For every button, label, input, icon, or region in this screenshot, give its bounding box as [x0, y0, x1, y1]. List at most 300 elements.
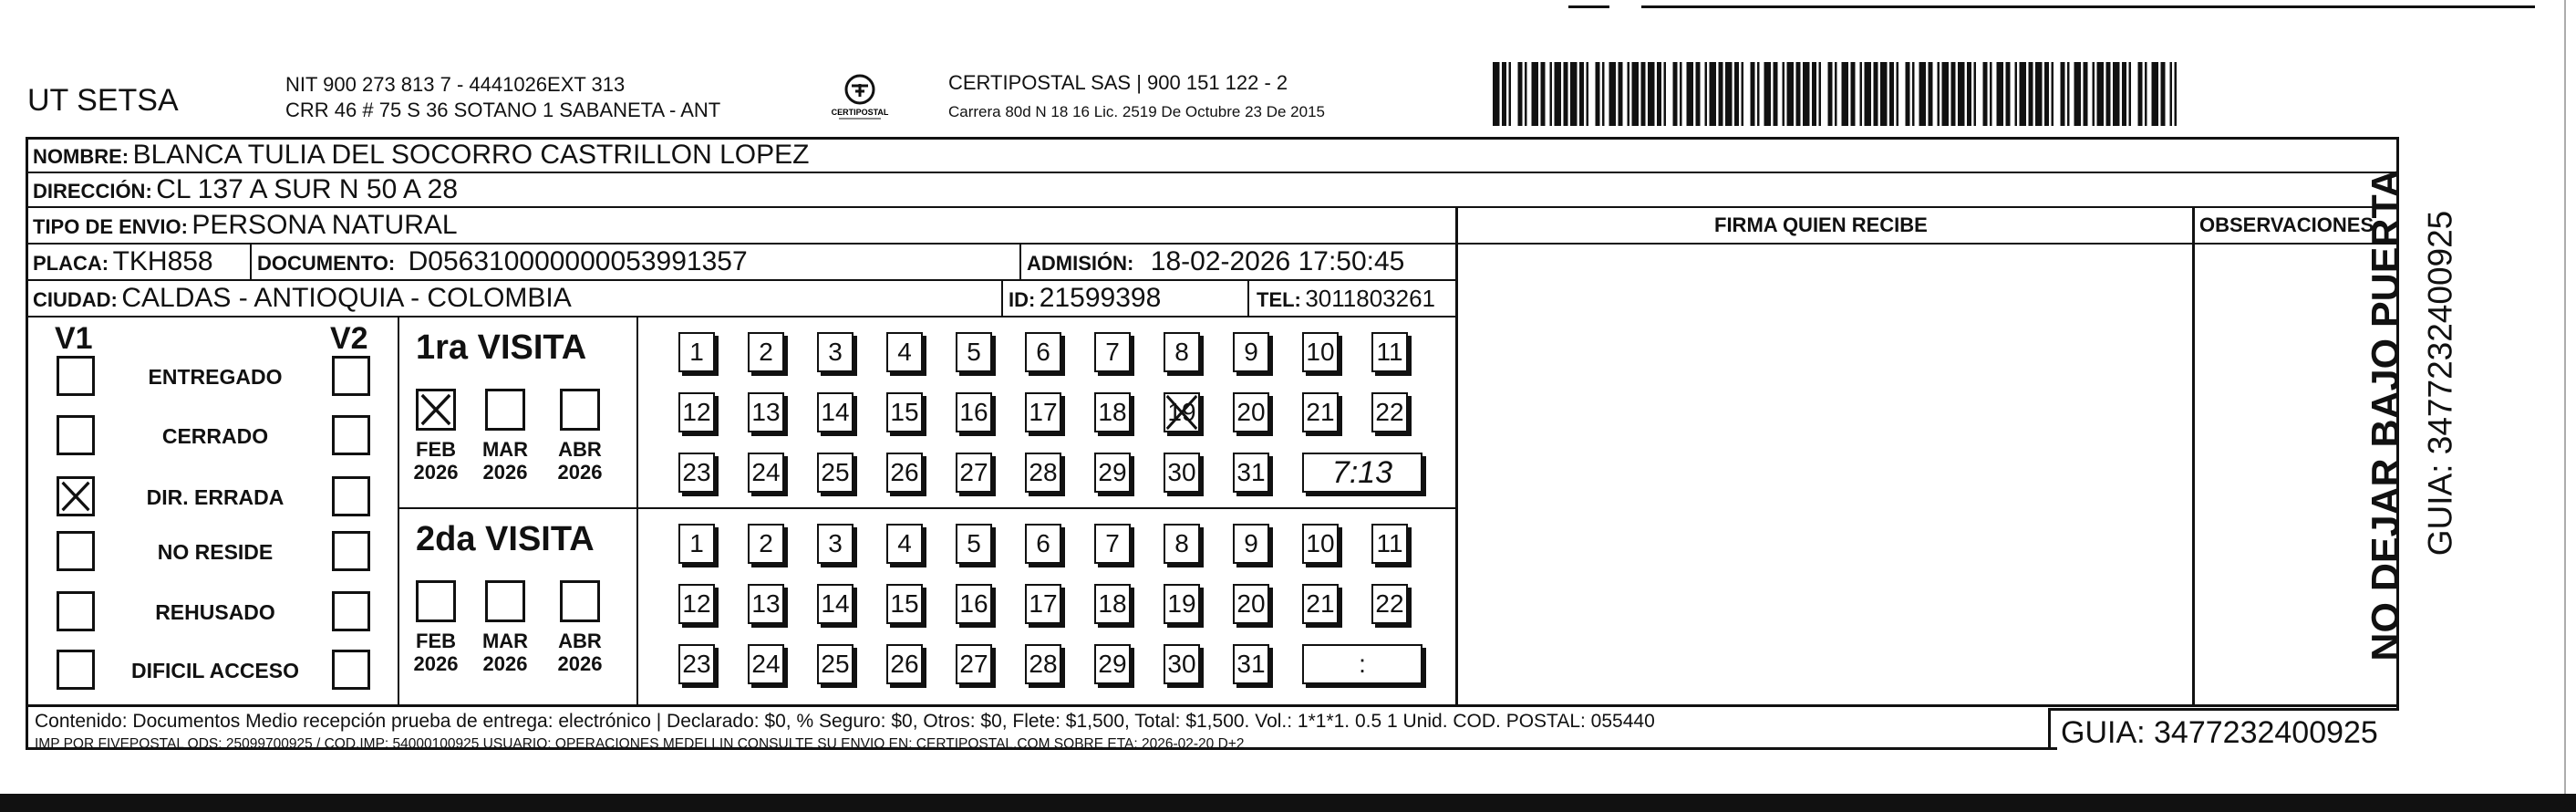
day-number: 7 — [1105, 338, 1120, 366]
placa-field — [33, 248, 213, 276]
barcode-bar — [1929, 62, 1933, 126]
status-v2-checkbox[interactable] — [332, 476, 370, 516]
id-field — [1009, 285, 1161, 312]
day-box[interactable] — [1094, 332, 1131, 372]
day-number: 18 — [1098, 398, 1127, 426]
day-box[interactable] — [678, 392, 715, 432]
day-number: 29 — [1098, 650, 1127, 678]
barcode-bar — [2138, 62, 2143, 126]
visit-month-label — [478, 438, 533, 484]
visit-time-value: 7:13 — [1331, 454, 1393, 490]
day-number: 25 — [821, 458, 850, 486]
day-box[interactable] — [1371, 392, 1408, 432]
day-number: 26 — [890, 458, 919, 486]
status-v1-checkbox[interactable] — [57, 356, 95, 396]
month-name: MAR — [481, 438, 529, 461]
license-line: Carrera 80d N 18 16 Lic. 2519 De Octubre 23 De 2015 — [948, 103, 1325, 120]
visit-time-value: : — [1359, 650, 1366, 678]
barcode-bar — [2074, 62, 2082, 126]
day-number: 20 — [1236, 589, 1266, 618]
day-number: 8 — [1174, 338, 1189, 366]
barcode-bar — [1657, 62, 1661, 126]
day-box[interactable] — [956, 644, 992, 684]
certipostal-logo — [828, 71, 892, 122]
day-box[interactable] — [1025, 453, 1061, 493]
day-box[interactable] — [1233, 524, 1269, 564]
barcode-bar — [1819, 62, 1822, 126]
day-number: 22 — [1375, 589, 1404, 618]
status-v2-checkbox[interactable] — [332, 415, 370, 455]
col-divider — [1019, 243, 1021, 279]
day-box[interactable] — [678, 584, 715, 624]
direccion-label: DIRECCIÓN: — [33, 180, 152, 203]
day-number: 27 — [959, 458, 988, 486]
day-number: 18 — [1098, 589, 1127, 618]
certipostal-line: CERTIPOSTAL SAS | 900 151 122 - 2 — [948, 71, 1288, 94]
day-box[interactable] — [1164, 453, 1200, 493]
day-number: 28 — [1029, 458, 1058, 486]
day-number: 29 — [1098, 458, 1127, 486]
barcode-bar — [2093, 62, 2095, 126]
day-number: 7 — [1105, 529, 1120, 557]
day-box[interactable] — [817, 584, 853, 624]
day-box[interactable] — [678, 332, 715, 372]
barcode-bar — [1705, 62, 1708, 126]
status-v1-checkbox[interactable] — [57, 415, 95, 455]
barcode-bar — [2161, 62, 2166, 126]
day-box[interactable] — [1094, 524, 1131, 564]
day-box[interactable] — [1025, 392, 1061, 432]
day-number: 1 — [689, 338, 704, 366]
ciudad-value: CALDAS - ANTIOQUIA - COLOMBIA — [121, 283, 572, 313]
barcode-bar — [1865, 62, 1872, 126]
day-box[interactable] — [1094, 453, 1131, 493]
day-box[interactable] — [1233, 584, 1269, 624]
day-box[interactable] — [748, 332, 784, 372]
status-v2-checkbox[interactable] — [332, 531, 370, 571]
col-divider — [1247, 279, 1249, 316]
col-divider — [636, 316, 638, 706]
day-box[interactable] — [1164, 584, 1200, 624]
month-year: 2026 — [482, 461, 528, 484]
day-box[interactable] — [748, 453, 784, 493]
barcode-bar — [1897, 62, 1899, 126]
day-box[interactable] — [1025, 332, 1061, 372]
observaciones-header: OBSERVACIONES — [2199, 213, 2374, 236]
nombre-value: BLANCA TULIA DEL SOCORRO CASTRILLON LOPEZ — [132, 140, 810, 170]
nit-line: NIT 900 273 813 7 - 4441026EXT 313 — [285, 73, 626, 96]
barcode-bar — [1602, 62, 1605, 126]
day-number: 9 — [1244, 338, 1258, 366]
day-box[interactable] — [956, 453, 992, 493]
visit-month-label — [553, 630, 607, 676]
tipo-row — [33, 212, 458, 239]
month-name: ABR — [558, 438, 602, 461]
frame-border — [26, 137, 28, 750]
barcode-bar — [2029, 62, 2033, 126]
visit-month-checkbox[interactable] — [485, 580, 525, 622]
barcode-bar — [1974, 62, 1977, 126]
month-year: 2026 — [557, 461, 603, 484]
barcode-bar — [2006, 62, 2011, 126]
barcode-bar — [1609, 62, 1617, 126]
day-number: 8 — [1174, 529, 1189, 557]
top-mark — [1568, 5, 1609, 8]
direccion-row — [33, 176, 458, 203]
day-number: 9 — [1244, 529, 1258, 557]
day-box[interactable] — [956, 584, 992, 624]
barcode-bar — [1874, 62, 1878, 126]
barcode-bar — [1906, 62, 1910, 126]
day-box[interactable] — [956, 392, 992, 432]
day-box[interactable] — [1233, 392, 1269, 432]
day-number: 6 — [1036, 529, 1050, 557]
barcode-bar — [2145, 62, 2147, 126]
day-number: 30 — [1167, 458, 1196, 486]
month-name: FEB — [416, 630, 456, 652]
status-v2-checkbox[interactable] — [332, 650, 370, 690]
day-number: 11 — [1376, 529, 1403, 557]
barcode-bar — [1619, 62, 1623, 126]
documento-label: DOCUMENTO: — [257, 252, 396, 275]
barcode-bar — [1587, 62, 1589, 126]
documento-field — [257, 248, 748, 276]
col-divider — [1455, 206, 1458, 706]
barcode-bar — [1983, 62, 1988, 126]
day-box[interactable] — [1164, 524, 1200, 564]
x-mark-icon — [1165, 394, 1198, 431]
barcode-bar — [2067, 62, 2070, 126]
day-number: 15 — [890, 589, 919, 618]
visit-title: 1ra VISITA — [416, 328, 587, 367]
day-number: 2 — [759, 529, 773, 557]
day-number: 19 — [1167, 589, 1196, 618]
tipo-label: TIPO DE ENVIO: — [33, 215, 188, 238]
status-option-label: DIR. ERRADA — [146, 485, 284, 509]
barcode-bar — [1550, 62, 1553, 126]
address-line: CRR 46 # 75 S 36 SOTANO 1 SABANETA - ANT — [285, 99, 721, 121]
barcode-bar — [1783, 62, 1785, 126]
barcode-bar — [2035, 62, 2043, 126]
day-number: 14 — [821, 398, 850, 426]
status-v1-checkbox[interactable] — [57, 591, 95, 631]
admision-label: ADMISIÓN: — [1027, 252, 1134, 275]
day-number: 14 — [821, 589, 850, 618]
barcode-bar — [1796, 62, 1801, 126]
visit-month-checkbox[interactable] — [560, 389, 600, 431]
barcode-bar — [1628, 62, 1630, 126]
nombre-label: NOMBRE: — [33, 145, 129, 168]
status-option-label: DIFICIL ACCESO — [130, 659, 299, 682]
day-number: 19 — [1167, 398, 1196, 426]
barcode-bar — [1880, 62, 1888, 126]
barcode-bar — [1664, 62, 1667, 126]
day-number: 21 — [1306, 398, 1335, 426]
barcode-bar — [2061, 62, 2065, 126]
day-box[interactable] — [1164, 332, 1200, 372]
barcode-bar — [1710, 62, 1717, 126]
day-number: 15 — [890, 398, 919, 426]
day-box[interactable] — [817, 332, 853, 372]
firma-header: FIRMA QUIEN RECIBE — [1714, 213, 1928, 236]
admision-value: 18-02-2026 17:50:45 — [1150, 246, 1405, 276]
visit-month-checkbox[interactable] — [416, 580, 456, 622]
barcode-bar — [1942, 62, 1950, 126]
row-divider — [26, 316, 1457, 318]
nombre-row — [33, 141, 809, 169]
visit-time-box[interactable] — [1302, 453, 1422, 493]
visit-title: 2da VISITA — [416, 520, 595, 558]
barcode-bar — [1938, 62, 1940, 126]
footer-contenido: Contenido: Documentos Medio recepción prueba de entrega: electrónico | Declarado: $0, % Seguro: $0, Otros: $0, Flete: $1,500, Total: $1,500. Vol.: 1*1*1. 0.5 1 Unid. COD. POSTAL: 055440 — [35, 711, 1655, 732]
footer-imp: IMP POR FIVEPOSTAL ODS: 25099700925 / COD.IMP: 54000100925 USUARIO: OPERACIONES MEDELLIN CONSULTE SU ENVIO EN: CERTIPOSTAL.COM SOBRE ETA: 2026-02-20 D+2 — [35, 736, 1245, 752]
v2-header: V2 — [330, 321, 368, 356]
month-year: 2026 — [557, 652, 603, 676]
barcode-bar — [2152, 62, 2159, 126]
visit-month-checkbox[interactable] — [560, 580, 600, 622]
day-number: 17 — [1029, 589, 1058, 618]
day-box[interactable] — [1025, 524, 1061, 564]
top-mark — [1714, 5, 2535, 8]
row-divider — [26, 243, 1457, 245]
barcode-bar — [1912, 62, 1915, 126]
day-box[interactable] — [1371, 584, 1408, 624]
right-edge-line — [2564, 0, 2566, 794]
barcode-bar — [2020, 62, 2027, 126]
x-mark-icon — [59, 479, 92, 514]
x-mark-icon — [419, 391, 453, 428]
day-box[interactable] — [748, 392, 784, 432]
barcode-bar — [2015, 62, 2018, 126]
top-mark — [1641, 5, 1714, 8]
placa-value: TKH858 — [112, 246, 213, 276]
day-number: 26 — [890, 650, 919, 678]
col-divider — [398, 316, 399, 706]
day-box[interactable] — [1302, 332, 1339, 372]
day-box[interactable] — [1164, 392, 1200, 432]
barcode-bar — [1493, 62, 1500, 126]
admision-field — [1027, 248, 1404, 276]
month-year: 2026 — [413, 652, 459, 676]
day-number: 22 — [1375, 398, 1404, 426]
v1-header: V1 — [55, 321, 93, 356]
col-divider — [398, 507, 1457, 509]
month-name: FEB — [416, 438, 456, 461]
day-box[interactable] — [956, 332, 992, 372]
row-divider — [26, 279, 1457, 281]
day-box[interactable] — [1094, 584, 1131, 624]
day-box[interactable] — [956, 524, 992, 564]
status-option-label: REHUSADO — [155, 600, 275, 624]
ciudad-label: CIUDAD: — [33, 288, 118, 311]
barcode-bar — [1889, 62, 1894, 126]
barcode-bar — [1525, 62, 1527, 126]
barcode-bar — [1532, 62, 1539, 126]
day-box[interactable] — [817, 453, 853, 493]
month-year: 2026 — [413, 461, 459, 484]
day-box[interactable] — [1302, 524, 1339, 564]
month-name: MAR — [481, 630, 529, 652]
day-box[interactable] — [1233, 332, 1269, 372]
barcode-bar — [1673, 62, 1678, 126]
barcode-bar — [1680, 62, 1682, 126]
day-number: 11 — [1376, 338, 1403, 366]
logo-text: CERTIPOSTAL — [831, 108, 889, 117]
barcode-bar — [1579, 62, 1584, 126]
day-number: 6 — [1036, 338, 1050, 366]
day-box[interactable] — [1094, 644, 1131, 684]
barcode-bar — [1774, 62, 1778, 126]
barcode-bar — [1835, 62, 1837, 126]
barcode — [1493, 62, 2177, 126]
barcode-bar — [2129, 62, 2132, 126]
month-name: ABR — [558, 630, 602, 652]
day-box[interactable] — [1094, 392, 1131, 432]
day-number: 1 — [689, 529, 704, 557]
barcode-bar — [1951, 62, 1956, 126]
status-v1-checkbox[interactable] — [57, 650, 95, 690]
day-box[interactable] — [1164, 644, 1200, 684]
barcode-bar — [1990, 62, 1992, 126]
day-box[interactable] — [1233, 453, 1269, 493]
row-divider — [26, 172, 2399, 173]
visit-time-box[interactable] — [1302, 644, 1422, 684]
status-v2-checkbox[interactable] — [332, 591, 370, 631]
barcode-bar — [1696, 62, 1701, 126]
col-divider — [2192, 206, 2195, 706]
no-dejar-warning: NO DEJAR BAJO PUERTA — [2364, 169, 2408, 661]
day-box[interactable] — [1025, 644, 1061, 684]
day-box[interactable] — [678, 524, 715, 564]
day-number: 3 — [828, 338, 843, 366]
barcode-bar — [1596, 62, 1600, 126]
day-box[interactable] — [1371, 524, 1408, 564]
day-box[interactable] — [748, 524, 784, 564]
day-number: 5 — [967, 529, 981, 557]
visit-month-label — [478, 630, 533, 676]
tel-field — [1257, 286, 1435, 310]
day-box[interactable] — [817, 644, 853, 684]
status-option-label: NO RESIDE — [157, 540, 274, 564]
col-divider — [250, 243, 252, 279]
bottom-band — [0, 794, 2576, 812]
day-box[interactable] — [817, 392, 853, 432]
day-number: 31 — [1236, 650, 1266, 678]
day-number: 23 — [682, 458, 711, 486]
barcode-bar — [2113, 62, 2120, 126]
day-box[interactable] — [886, 584, 923, 624]
barcode-bar — [1764, 62, 1772, 126]
barcode-bar — [1967, 62, 1971, 126]
day-number: 25 — [821, 650, 850, 678]
barcode-bar — [1757, 62, 1760, 126]
frame-border — [2048, 708, 2399, 711]
day-box[interactable] — [1302, 584, 1339, 624]
barcode-bar — [1518, 62, 1523, 126]
day-box[interactable] — [817, 524, 853, 564]
barcode-bar — [1719, 62, 1723, 126]
day-box[interactable] — [886, 392, 923, 432]
id-value: 21599398 — [1039, 283, 1162, 313]
day-number: 20 — [1236, 398, 1266, 426]
barcode-bar — [1541, 62, 1546, 126]
frame-border — [2048, 708, 2051, 750]
direccion-value: CL 137 A SUR N 50 A 28 — [156, 174, 459, 204]
day-box[interactable] — [678, 644, 715, 684]
barcode-bar — [1641, 62, 1646, 126]
barcode-bar — [1734, 62, 1739, 126]
barcode-bar — [1919, 62, 1927, 126]
day-box[interactable] — [678, 453, 715, 493]
ciudad-field — [33, 285, 572, 312]
day-number: 16 — [959, 398, 988, 426]
day-number: 31 — [1236, 458, 1266, 486]
barcode-bar — [2084, 62, 2088, 126]
day-box[interactable] — [886, 524, 923, 564]
day-box[interactable] — [1302, 392, 1339, 432]
barcode-bar — [2106, 62, 2111, 126]
barcode-bar — [1564, 62, 1568, 126]
visit-month-label — [409, 438, 463, 484]
day-number: 10 — [1306, 529, 1335, 557]
id-label: ID: — [1009, 288, 1036, 311]
day-number: 28 — [1029, 650, 1058, 678]
signature-area[interactable] — [1459, 245, 2190, 703]
placa-label: PLACA: — [33, 252, 109, 275]
barcode-bar — [1803, 62, 1810, 126]
day-box[interactable] — [1371, 332, 1408, 372]
day-number: 13 — [751, 398, 781, 426]
tel-label: TEL: — [1257, 288, 1301, 311]
barcode-bar — [1555, 62, 1562, 126]
visit-month-label — [409, 630, 463, 676]
barcode-bar — [1502, 62, 1506, 126]
day-number: 3 — [828, 529, 843, 557]
status-v2-checkbox[interactable] — [332, 356, 370, 396]
day-box[interactable] — [886, 644, 923, 684]
side-guia: GUIA: 3477232400925 — [2421, 210, 2459, 557]
footer-guia: GUIA: 3477232400925 — [2061, 715, 2378, 750]
footer-divider — [26, 704, 2399, 707]
day-box[interactable] — [748, 584, 784, 624]
day-number: 12 — [682, 589, 711, 618]
visit-month-checkbox[interactable] — [416, 389, 456, 431]
day-box[interactable] — [886, 332, 923, 372]
visit-month-checkbox[interactable] — [485, 389, 525, 431]
status-v1-checkbox[interactable] — [57, 531, 95, 571]
barcode-bar — [2170, 62, 2173, 126]
barcode-bar — [1828, 62, 1833, 126]
day-box[interactable] — [748, 644, 784, 684]
barcode-bar — [1570, 62, 1578, 126]
barcode-bar — [1751, 62, 1755, 126]
day-number: 21 — [1306, 589, 1335, 618]
barcode-bar — [1509, 62, 1512, 126]
day-box[interactable] — [1233, 644, 1269, 684]
status-v1-checkbox[interactable] — [57, 476, 95, 516]
visit-month-label — [553, 438, 607, 484]
barcode-bar — [1725, 62, 1733, 126]
documento-value: D056310000000053991357 — [408, 246, 748, 276]
barcode-bar — [1812, 62, 1816, 126]
col-divider — [1001, 279, 1003, 316]
day-number: 12 — [682, 398, 711, 426]
day-box[interactable] — [1025, 584, 1061, 624]
day-number: 17 — [1029, 398, 1058, 426]
barcode-bar — [1842, 62, 1849, 126]
day-box[interactable] — [886, 453, 923, 493]
barcode-bar — [1997, 62, 2004, 126]
